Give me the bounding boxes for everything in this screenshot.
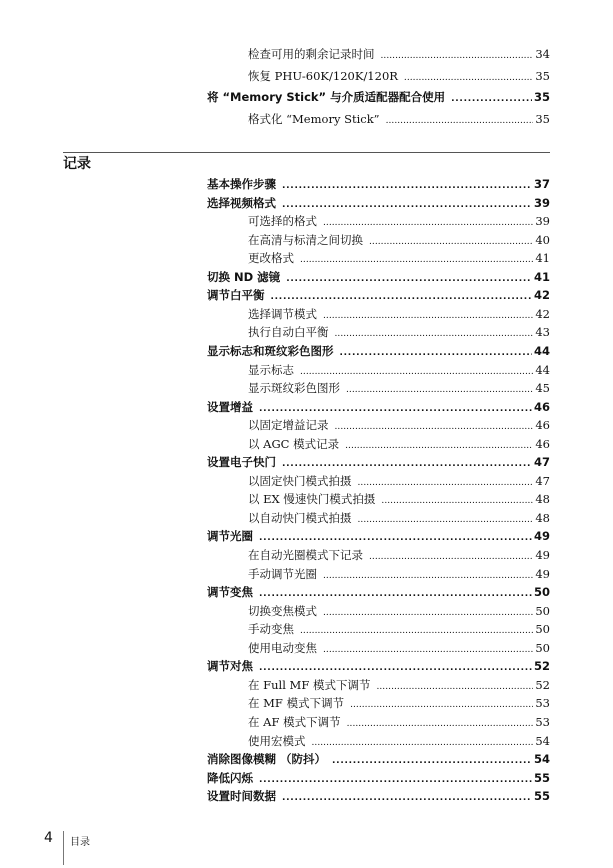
toc-entry-title: 以 EX 慢速快门模式拍摄 (248, 492, 376, 507)
toc-entry-page: 53 (535, 696, 550, 711)
toc-leader-dots (300, 250, 533, 268)
section-title: 记录 (63, 156, 91, 172)
toc-sub-entry[interactable] (248, 473, 550, 491)
toc-leader-dots (358, 510, 534, 528)
toc-sub-entry[interactable] (248, 380, 550, 398)
toc-leader-dots (346, 380, 533, 398)
toc-entry-title: 设置增益 (207, 399, 253, 414)
toc-leader-dots (369, 547, 533, 565)
toc-entry-title: 使用宏模式 (248, 733, 306, 748)
toc-entry-page: 54 (533, 752, 550, 767)
toc-entry-title: 选择调节模式 (248, 306, 317, 321)
toc-entry-page: 49 (533, 529, 550, 544)
toc-sub-entry[interactable] (248, 46, 550, 64)
toc-entry-title: 消除图像模糊 （防抖） (207, 752, 327, 767)
toc-entry-title: 调节白平衡 (207, 288, 265, 303)
toc-entry-title: 在 AF 模式下调节 (248, 714, 341, 729)
toc-leader-dots (323, 306, 533, 324)
toc-sub-entry[interactable] (248, 232, 550, 250)
toc-main-entry[interactable] (207, 269, 550, 287)
toc-leader-dots (381, 491, 533, 509)
toc-main-entry[interactable] (207, 770, 550, 788)
toc-leader-dots (369, 232, 533, 250)
toc-leader-dots (345, 436, 533, 454)
toc-sub-entry[interactable] (248, 362, 550, 380)
toc-entry-page: 50 (535, 640, 550, 655)
toc-leader-dots (282, 788, 532, 806)
toc-entry-page: 44 (533, 343, 550, 358)
toc-sub-entry[interactable] (248, 695, 550, 713)
toc-main-entry[interactable] (207, 399, 550, 417)
toc-sub-entry[interactable] (248, 677, 550, 695)
toc-leader-dots (282, 195, 532, 213)
toc-entry-title: 降低闪烁 (207, 770, 253, 785)
page-number: 4 (44, 830, 53, 846)
toc-entry-page: 47 (533, 455, 550, 470)
toc-entry-page: 44 (535, 362, 550, 377)
toc-entry-page: 46 (533, 399, 550, 414)
toc-entry-title: 显示斑纹彩色图形 (248, 381, 340, 396)
toc-leader-dots (259, 770, 532, 788)
toc-leader-dots (332, 751, 532, 769)
toc-entry-page: 47 (535, 473, 550, 488)
toc-entry-title: 调节光圈 (207, 529, 253, 544)
toc-leader-dots (335, 324, 534, 342)
toc-entry-page: 54 (535, 733, 550, 748)
toc-leader-dots (312, 733, 534, 751)
toc-leader-dots (347, 714, 534, 732)
toc-entry-title: 以 AGC 模式记录 (248, 436, 340, 451)
footer-divider (63, 831, 64, 865)
toc-sub-entry[interactable] (248, 111, 550, 129)
toc-entry-title: 显示标志和斑纹彩色图形 (207, 343, 334, 358)
toc-entry-page: 34 (535, 47, 550, 61)
toc-sub-entry[interactable] (248, 68, 550, 86)
toc-sub-entry[interactable] (248, 603, 550, 621)
toc-leader-dots (323, 566, 533, 584)
toc-entry-page: 46 (535, 418, 550, 433)
toc-entry-title: 检查可用的剩余记录时间 (248, 47, 375, 61)
toc-main-entry[interactable] (207, 343, 550, 361)
toc-main-entry[interactable] (207, 658, 550, 676)
toc-entry-page: 42 (535, 306, 550, 321)
toc-entry-page: 48 (535, 510, 550, 525)
toc-entry-title: 在高清与标清之间切换 (248, 232, 363, 247)
toc-entry-page: 55 (533, 770, 550, 785)
toc-leader-dots (451, 89, 532, 107)
toc-entry-title: 设置时间数据 (207, 789, 276, 804)
toc-sub-entry[interactable] (248, 213, 550, 231)
toc-sub-entry[interactable] (248, 491, 550, 509)
toc-entry-title: 切换变焦模式 (248, 603, 317, 618)
toc-entry-title: 使用电动变焦 (248, 640, 317, 655)
toc-entry-page: 50 (535, 603, 550, 618)
toc-leader-dots (340, 343, 532, 361)
toc-entry-page: 55 (533, 789, 550, 804)
toc-entry-title: 调节对焦 (207, 659, 253, 674)
toc-sub-entry[interactable] (248, 436, 550, 454)
toc-main-entry[interactable] (207, 89, 550, 107)
toc-leader-dots (358, 473, 534, 491)
toc-sub-entry[interactable] (248, 324, 550, 342)
toc-entry-page: 41 (533, 269, 550, 284)
toc-leader-dots (350, 695, 533, 713)
toc-entry-title: 调节变焦 (207, 585, 253, 600)
toc-entry-title: 在自动光圈模式下记录 (248, 548, 363, 562)
toc-leader-dots (404, 68, 533, 86)
toc-main-entry[interactable] (207, 454, 550, 472)
toc-leader-dots (259, 584, 532, 602)
toc-sub-entry[interactable] (248, 306, 550, 324)
toc-entry-page: 50 (533, 585, 550, 600)
toc-entry-title: 以固定增益记录 (248, 418, 329, 433)
toc-entry-page: 52 (535, 677, 550, 692)
toc-sub-entry[interactable] (248, 714, 550, 732)
toc-entry-title: 基本操作步骤 (207, 177, 276, 191)
toc-entry-title: 将 “Memory Stick” 与介质适配器配合使用 (207, 90, 446, 104)
toc-entry-page: 49 (535, 566, 550, 581)
toc-entry-title: 设置电子快门 (207, 455, 276, 470)
toc-leader-dots (323, 603, 533, 621)
toc-entry-title: 恢复 PHU-60K/120K/120R (248, 68, 398, 83)
toc-entry-page: 46 (535, 436, 550, 451)
toc-main-entry[interactable] (207, 528, 550, 546)
toc-entry-title: 在 Full MF 模式下调节 (248, 677, 371, 692)
toc-entry-title: 可选择的格式 (248, 214, 317, 229)
toc-leader-dots (323, 213, 533, 231)
toc-entry-page: 41 (535, 251, 550, 266)
toc-main-entry[interactable] (207, 584, 550, 602)
toc-sub-entry[interactable] (248, 621, 550, 639)
toc-sub-entry[interactable] (248, 510, 550, 528)
toc-entry-title: 格式化 “Memory Stick” (248, 111, 380, 126)
toc-main-entry[interactable] (207, 195, 550, 213)
toc-entry-page: 40 (535, 232, 550, 247)
toc-leader-dots (282, 176, 532, 194)
toc-entry-page: 50 (535, 622, 550, 637)
toc-entry-page: 48 (535, 492, 550, 507)
toc-sub-entry[interactable] (248, 640, 550, 658)
toc-entry-title: 显示标志 (248, 362, 294, 377)
toc-entry-page: 53 (535, 714, 550, 729)
toc-entry-title: 在 MF 模式下调节 (248, 696, 345, 711)
toc-sub-entry[interactable] (248, 547, 550, 565)
section-divider (63, 152, 550, 153)
toc-entry-page: 35 (535, 111, 550, 126)
toc-entry-title: 更改格式 (248, 251, 294, 266)
toc-entry-page: 39 (535, 214, 550, 229)
toc-leader-dots (282, 454, 532, 472)
toc-entry-page: 49 (535, 548, 550, 562)
toc-main-entry[interactable] (207, 287, 550, 305)
toc-entry-title: 切换 ND 滤镜 (207, 269, 281, 284)
toc-sub-entry[interactable] (248, 566, 550, 584)
toc-leader-dots (386, 111, 534, 129)
toc-entry-title: 选择视频格式 (207, 195, 276, 210)
footer-label: 目录 (70, 837, 90, 848)
toc-leader-dots (335, 417, 534, 435)
toc-leader-dots (259, 528, 532, 546)
toc-entry-title: 手动调节光圈 (248, 566, 317, 581)
toc-leader-dots (300, 621, 533, 639)
toc-leader-dots (376, 677, 533, 695)
toc-entry-title: 执行自动白平衡 (248, 325, 329, 340)
toc-entry-page: 39 (533, 195, 550, 210)
toc-leader-dots (259, 658, 532, 676)
toc-entry-page: 52 (533, 659, 550, 674)
toc-entry-page: 35 (535, 68, 550, 83)
toc-leader-dots (259, 399, 532, 417)
toc-sub-entry[interactable] (248, 417, 550, 435)
toc-main-entry[interactable] (207, 751, 550, 769)
toc-leader-dots (271, 287, 532, 305)
toc-entry-page: 45 (535, 381, 550, 396)
toc-entry-title: 以固定快门模式拍摄 (248, 473, 352, 488)
toc-entry-title: 手动变焦 (248, 622, 294, 637)
toc-sub-entry[interactable] (248, 250, 550, 268)
toc-sub-entry[interactable] (248, 733, 550, 751)
toc-leader-dots (286, 269, 532, 287)
toc-entry-page: 42 (533, 288, 550, 303)
toc-leader-dots (300, 362, 533, 380)
toc-main-entry[interactable] (207, 788, 550, 806)
toc-entry-title: 以自动快门模式拍摄 (248, 510, 352, 525)
toc-main-entry[interactable] (207, 176, 550, 194)
toc-entry-page: 37 (533, 177, 550, 191)
toc-entry-page: 43 (535, 325, 550, 340)
toc-leader-dots (323, 640, 533, 658)
toc-entry-page: 35 (533, 90, 550, 104)
toc-leader-dots (381, 46, 534, 64)
